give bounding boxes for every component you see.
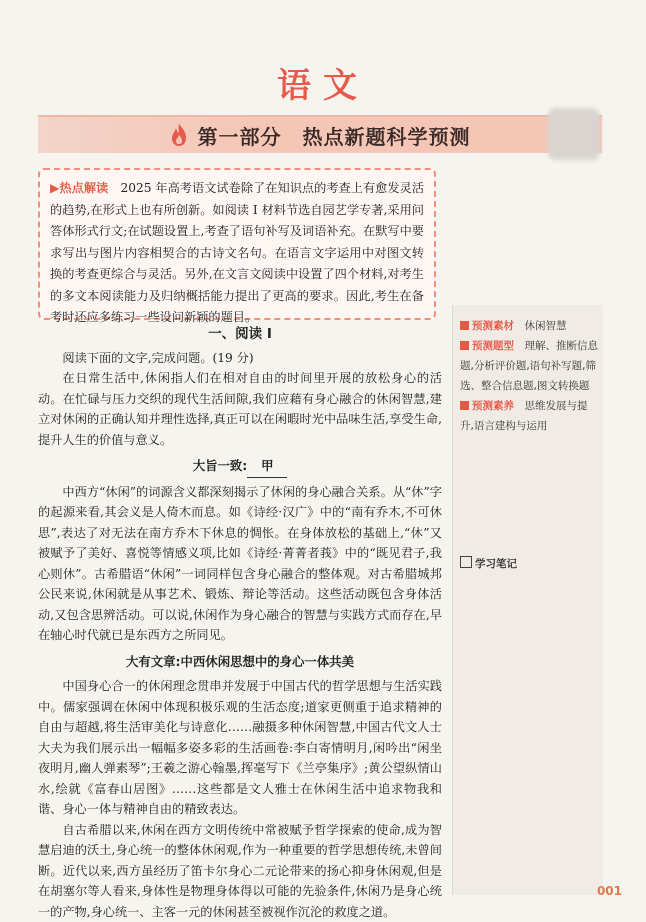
literacy-label: 预测素养 bbox=[472, 400, 514, 412]
type-row bbox=[460, 336, 600, 396]
literacy-value: 思维发展与提升,语言建构与运用 bbox=[460, 400, 588, 432]
study-notes bbox=[460, 556, 517, 571]
material-icon bbox=[460, 321, 469, 330]
material-row bbox=[460, 316, 600, 336]
fill-blank: 甲 bbox=[247, 456, 287, 478]
literacy-row bbox=[460, 396, 600, 436]
subheading-1 bbox=[38, 456, 442, 478]
section-banner bbox=[38, 115, 602, 153]
paragraph-1: 在日常生活中,休闲指人们在相对自由的时间里开展的放松身心的活动。在忙碌与压力交织的现代生活间隙,我们应藉有身心融合的休闲智慧,建立对休闲的正确认知并理性选择,真正可以在闲暇时光中品味生活,享受生命,提升人生的价值与意义。 bbox=[38, 368, 442, 450]
main-content bbox=[38, 324, 442, 922]
material-value: 休闲智慧 bbox=[525, 320, 567, 332]
reading-section-title: 一、阅读 I bbox=[38, 324, 442, 345]
notes-label: 学习笔记 bbox=[475, 558, 517, 570]
hot-topic-box bbox=[38, 168, 436, 320]
subheading-1-prefix: 大旨一致: bbox=[193, 458, 248, 473]
material-label: 预测素材 bbox=[472, 320, 514, 332]
literacy-icon bbox=[460, 401, 469, 410]
subject-title: 语文 bbox=[0, 58, 646, 107]
hot-topic-tag: ▶热点解读 bbox=[50, 181, 108, 195]
paragraph-3: 中国身心合一的休闲理念贯串并发展于中国古代的哲学思想与生活实践中。儒家强调在休闲中体现积极乐观的生活态度;道家更侧重于追求精神的自由与超越,将生活审美化与诗意化……融摄多种休闲智慧,中国古代文人士大夫为我们展示出一幅幅多姿多彩的生活画卷:李白寄情明月,闲吟出“闲坐夜明月,幽人弹素琴”;王羲之游心翰墨,挥毫写下《兰亭集序》;黄公望纵情山水,绘就《富春山居图》……这些都是文人雅士在休闲生活中追求物我和谐、身心一体与精神自由的精致表达。 bbox=[38, 676, 442, 820]
type-label: 预测题型 bbox=[472, 340, 514, 352]
instruction: 阅读下面的文字,完成问题。(19 分) bbox=[38, 348, 442, 369]
type-icon bbox=[460, 341, 469, 350]
blurred-sticker bbox=[548, 108, 600, 160]
paragraph-4: 自古希腊以来,休闲在西方文明传统中常被赋予哲学探索的使命,成为智慧启迪的沃土,身心统一的整体休闲观,作为一种重要的哲学思想传统,未曾间断。近代以来,西方虽经历了笛卡尔身心二元论带来的扬心抑身休闲观,但是在胡塞尔等人看来,身体性是物理身体得以可能的先验条件,休闲乃是身心统一的产物,身心统一、主客一元的休闲甚至被视作沉沦的救度之道。 bbox=[38, 820, 442, 922]
prediction-info bbox=[460, 316, 600, 436]
type-value: 理解、推断信息题,分析评价题,语句补写题,筛选、整合信息题,图文转换题 bbox=[460, 340, 598, 392]
hot-topic-text: 2025 年高考语文试卷除了在知识点的考查上有愈发灵活的趋势,在形式上也有所创新。如阅读 I 材料节选自园艺学专著,采用问答体形式行文;在试题设置上,考查了语句补写及词语补充。在默写中要求写出与图片内容相契合的古诗文名句。在语言文字运用中对图文转换的考查更综合与灵活。另外,在文言文阅读中设置了四个材料,对考生的多文本阅读能力及归纳概括能力提出了更高的要求。因此,考生在备考时还应多练习一些设问新颖的题目。 bbox=[50, 181, 424, 324]
paragraph-2: 中西方“休闲”的词源含义都深刻揭示了休闲的身心融合关系。从“休”字的起源来看,其会义是人倚木而息。如《诗经·汉广》中的“南有乔木,不可休思”,表达了对无法在南方乔木下休息的惆怅。在身体放松的基础上,“休”又被赋予了美好、喜悦等情感义项,比如《诗经·菁菁者莪》中的“既见君子,我心则休”。古希腊语“休闲”一词同样包含身心融合的整体观。对古希腊城邦公民来说,休闲就是从事艺术、锻炼、辩论等活动。这些活动既包含身体活动,又包含思辨活动。可以说,休闲作为身心融合的智慧与实践方式而存在,早在轴心时代就已是东西方之所同见。 bbox=[38, 482, 442, 646]
note-icon bbox=[460, 556, 472, 568]
page-number: 001 bbox=[597, 884, 622, 898]
subheading-2: 大有文章:中西休闲思想中的身心一体共美 bbox=[38, 652, 442, 673]
section-title: 第一部分 热点新题科学预测 bbox=[198, 121, 471, 150]
flame-icon bbox=[170, 123, 188, 147]
